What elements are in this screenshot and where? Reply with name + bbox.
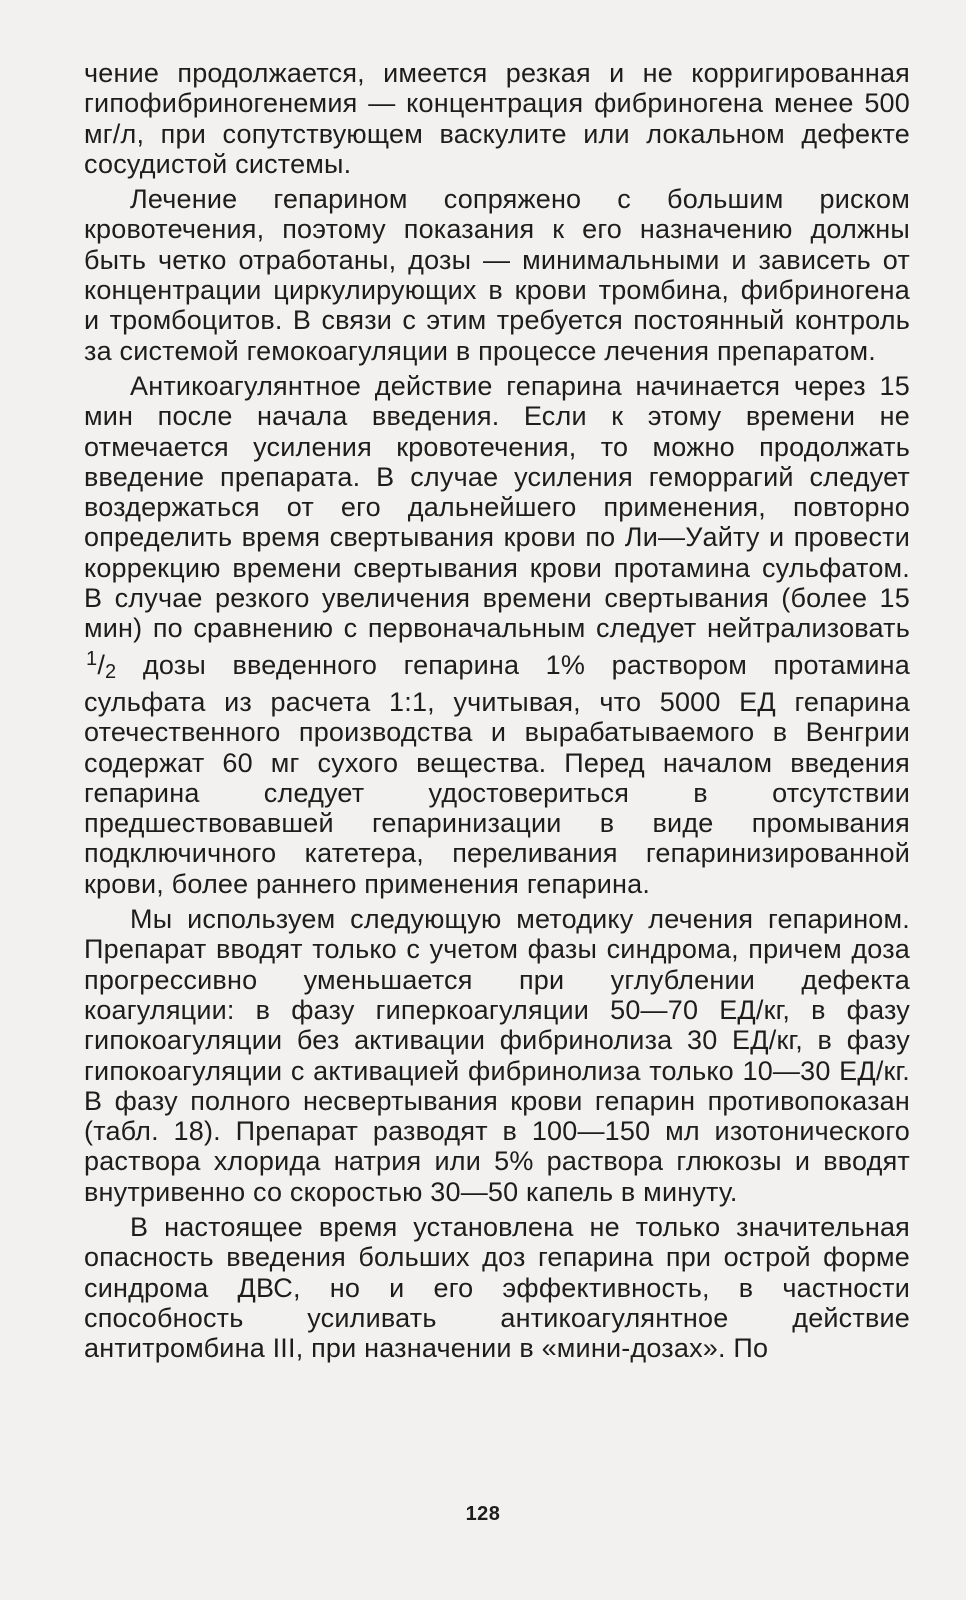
paragraph-heparin-risk: Лечение гепарином сопряжено с большим риском кровотечения, поэтому показания к его назначению должны быть четко отработаны, дозы — минимальными и зависеть от концентрации циркулирующих в крови тромбина, фибриногена и тромбоцитов. В связи с этим требуется постоянный контроль за системой гемокоагуляции в процессе лечения препаратом. [84,184,910,366]
page-body [84,58,910,1368]
fraction-denominator: 2 [105,660,117,683]
paragraph-anticoagulant-action-part2: дозы введенного гепарина 1% раствором протамина сульфата из расчета 1:1, учитывая, что 5000 ЕД гепарина отечественного производства и вырабатываемого в Венгрии содержат 60 мг сухого вещества. Перед началом введения гепарина следует удостовериться в отсутствии предшествовавшей гепаринизации в виде промывания подключичного катетера, переливания гепаринизированной крови, более раннего применения гепарина. [84,649,910,899]
fraction-numerator: 1 [86,647,98,670]
paragraph-anticoagulant-action: Антикоагулянтное действие гепарина начинается через 15 мин после начала введения. Если к этому времени не отмечается усиления кровотечения, то можно продолжать введение препарата. В случае усиления геморрагий следует воздержаться от его дальнейшего применения, повторно определить время свертывания крови по Ли—Уайту и провести коррекцию времени свертывания крови протамина сульфатом. В случае резкого увеличения времени свертывания (более 15 мин) по сравнению с первоначальным следует нейтрализовать $^1$/2 дозы введенного гепарина 1% раствором протамина сульфата из расчета 1:1, учитывая, что 5000 ЕД гепарина отечественного производства и вырабатываемого в Венгрии содержат 60 мг сухого вещества. Перед началом введения гепарина следует удостовериться в отсутствии предшествовавшей гепаринизации в виде промывания подключичного катетера, переливания гепаринизированной крови, более раннего применения гепарина. [84,370,910,899]
page-number: 128 [465,1503,501,1525]
paragraph-continuation: чение продолжается, имеется резкая и не корригированная гипофибриногенемия — концентрация фибриногена менее 500 мг/л, при сопутствующем васкулите или локальном дефекте сосудистой системы. [84,58,910,179]
paragraph-anticoagulant-action-part1: Антикоагулянтное действие гепарина начинается через 15 мин после начала введения. Если к этому времени не отмечается усиления кровотечения, то можно продолжать введение препарата. В случае усиления геморрагий следует воздержаться от его дальнейшего применения, повторно определить время свертывания крови по Ли—Уайту и провести коррекцию времени свертывания крови протамина сульфатом. В случае резкого увеличения времени свертывания (более 15 мин) по сравнению с первоначальным следует нейтрализовать [84,370,910,644]
paragraph-current-view: В настоящее время установлена не только значительная опасность введения больших доз гепарина при острой форме синдрома ДВС, но и его эффективность, в частности способность усиливать антикоагулянтное действие антитромбина III, при назначении в «мини-дозах». По [84,1211,910,1364]
paragraph-method: Мы используем следующую методику лечения гепарином. Препарат вводят только с учетом фазы синдрома, причем доза прогрессивно уменьшается при углублении дефекта коагуляции: в фазу гиперкоагуляции 50—70 ЕД/кг, в фазу гипокоагуляции без активации фибринолиза 30 ЕД/кг, в фазу гипокоагуляции с активацией фибринолиза только 10—30 ЕД/кг. В фазу полного несвертывания крови гепарин противопоказан (табл. 18). Препарат разводят в 100—150 мл изотонического раствора хлорида натрия или 5% раствора глюкозы и вводят внутривенно со скоростью 30—50 капель в минуту. [84,904,910,1207]
